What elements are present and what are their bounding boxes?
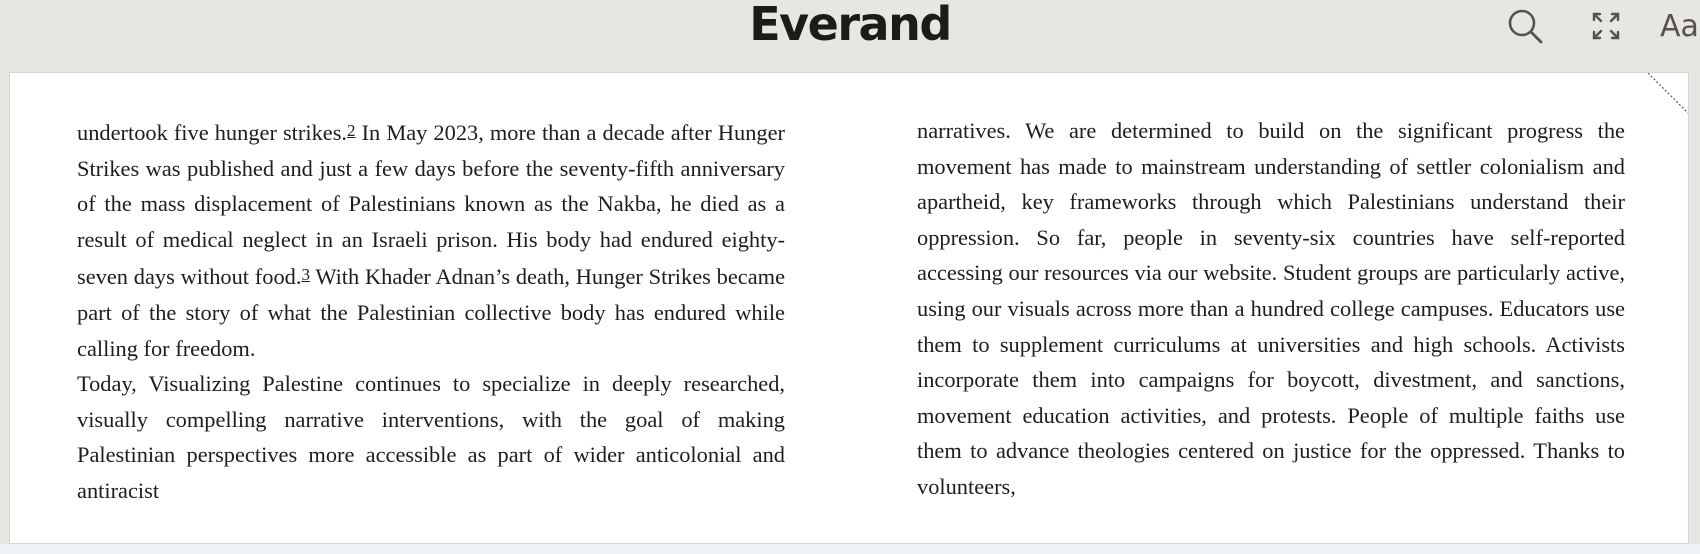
footnote-link[interactable]: 2 [347, 121, 356, 140]
right-page-column [917, 113, 1625, 505]
search-icon [1506, 7, 1544, 45]
paragraph-text: With Khader Adnan’s death, Hunger Strikes became part of the story of what the Palestinian collective body has endured while calling for freedom. [77, 264, 786, 361]
fullscreen-button[interactable] [1585, 6, 1627, 46]
paragraph-text: undertook five hunger strikes. [77, 120, 348, 145]
search-button[interactable] [1502, 6, 1548, 46]
brand-logo[interactable]: Everand [749, 0, 951, 51]
reader-toolbar [0, 0, 1700, 72]
paragraph: narratives. We are determined to build on the significant progress the movement has made to mainstream understanding of settler colonialism and apartheid, key frameworks through which Palestinians understand their oppression. So far, people in seventy-six countries have self-reported accessing our resources via our website. Student groups are particularly active, using our visuals across more than a hundred college campuses. Educators use them to supplement curriculums at universities and high schools. Activists incorporate them into campaigns for boycott, divestment, and sanctions, movement education activities, and protests. People of multiple faiths use them to advance theologies centered on justice for the oppressed. Thanks to volunteers, [917, 118, 1625, 499]
book-page-spread [9, 72, 1689, 544]
font-settings-button[interactable]: Aa [1660, 8, 1699, 44]
paragraph: Today, Visualizing Palestine continues to specialize in deeply researched, visually compelling narrative interventions, with the goal of making Palestinian perspectives more accessible as part of wider anticolonial and antiracist [77, 371, 785, 503]
bottom-edge [0, 544, 1700, 554]
footnote-link[interactable]: 3 [301, 265, 310, 285]
paragraph-text: In May 2023, more than a decade after Hunger Strikes was published and just a few days before the seventy-fifth anniversary of the mass displacement of Palestinians known as the Nakba, he died as a result of medical neglect in an Israeli prison. His body had endured eighty-seven days without food. [77, 120, 785, 290]
bookmark-corner-icon[interactable] [1638, 73, 1688, 123]
expand-icon [1591, 11, 1621, 41]
left-page-column [77, 113, 785, 509]
paragraph [77, 113, 785, 366]
